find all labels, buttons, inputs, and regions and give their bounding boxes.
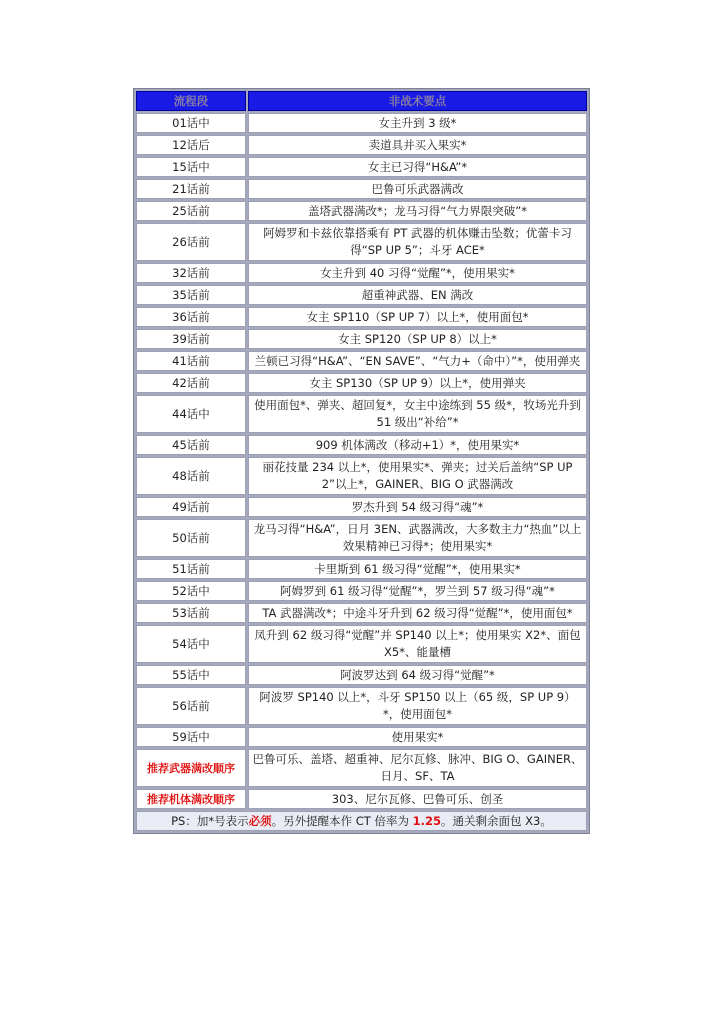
point-cell: 女主升到 3 级*: [248, 113, 587, 133]
point-cell: 卡里斯到 61 级习得“觉醒”*，使用果实*: [248, 559, 587, 579]
table-row: [136, 373, 587, 393]
table-row: [136, 351, 587, 371]
stage-cell: 54话中: [136, 625, 246, 663]
table-row: [136, 395, 587, 433]
stage-cell: 45话前: [136, 435, 246, 455]
point-cell: TA 武器满改*；中途斗牙升到 62 级习得“觉醒”*，使用面包*: [248, 603, 587, 623]
point-cell: 阿姆罗和卡兹依靠搭乘有 PT 武器的机体赚击坠数；优蕾卡习得“SP UP 5”；斗牙 ACE*: [248, 223, 587, 261]
point-cell: 女主已习得“H&A”*: [248, 157, 587, 177]
ps-part: 必须: [248, 813, 272, 828]
point-cell: 女主升到 40 习得“觉醒”*，使用果实*: [248, 263, 587, 283]
table-row: [136, 135, 587, 155]
stage-cell: 15话中: [136, 157, 246, 177]
table-row: [136, 263, 587, 283]
stage-cell: 51话前: [136, 559, 246, 579]
stage-cell: 01话中: [136, 113, 246, 133]
ps-part: 。另外提醒本作 CT 倍率为: [271, 813, 413, 828]
table-row: [136, 559, 587, 579]
table-row: [136, 665, 587, 685]
point-cell: 女主 SP130（SP UP 9）以上*，使用弹夹: [248, 373, 587, 393]
ps-part: 1.25: [412, 813, 442, 828]
table-row: [136, 307, 587, 327]
recommend-text: 巴鲁可乐、盖塔、超重神、尼尔瓦修、脉冲、BIG O、GAINER、日月、SF、TA: [248, 749, 587, 787]
ps-note: [136, 811, 587, 831]
point-cell: 女主 SP120（SP UP 8）以上*: [248, 329, 587, 349]
strategy-table-container: [133, 88, 590, 834]
point-cell: 卖道具并买入果实*: [248, 135, 587, 155]
recommend-label: 推荐武器满改顺序: [136, 749, 246, 787]
table-row: [136, 519, 587, 557]
stage-cell: 39话前: [136, 329, 246, 349]
stage-cell: 55话中: [136, 665, 246, 685]
stage-cell: 32话前: [136, 263, 246, 283]
header-points: 非战术要点: [248, 91, 587, 111]
ps-part: PS：加*号表示: [171, 813, 249, 828]
point-cell: 阿波罗 SP140 以上*，斗牙 SP150 以上（65 级，SP UP 9）*，使用面包*: [248, 687, 587, 725]
stage-cell: 25话前: [136, 201, 246, 221]
table-row: [136, 497, 587, 517]
strategy-table: [133, 88, 590, 834]
point-cell: 巴鲁可乐武器满改: [248, 179, 587, 199]
stage-cell: 36话前: [136, 307, 246, 327]
table-row: [136, 625, 587, 663]
recommend-row: [136, 789, 587, 809]
point-cell: 超重神武器、EN 满改: [248, 285, 587, 305]
point-cell: 龙马习得“H&A”，日月 3EN、武器满改，大多数主力“热血”以上效果精神已习得*；使用果实*: [248, 519, 587, 557]
stage-cell: 49话前: [136, 497, 246, 517]
stage-cell: 48话前: [136, 457, 246, 495]
table-row: [136, 285, 587, 305]
table-row: [136, 223, 587, 261]
table-row: [136, 329, 587, 349]
stage-cell: 50话前: [136, 519, 246, 557]
table-row: [136, 179, 587, 199]
stage-cell: 56话前: [136, 687, 246, 725]
point-cell: 909 机体满改（移动+1）*，使用果实*: [248, 435, 587, 455]
table-row: [136, 113, 587, 133]
point-cell: 使用面包*、弹夹、超回复*，女主中途练到 55 级*，牧场光升到 51 级出“补给”*: [248, 395, 587, 433]
stage-cell: 41话前: [136, 351, 246, 371]
table-row: [136, 457, 587, 495]
ps-row: [136, 811, 587, 831]
stage-cell: 35话前: [136, 285, 246, 305]
stage-cell: 26话前: [136, 223, 246, 261]
point-cell: 丽花技量 234 以上*，使用果实*、弹夹；过关后盖纳“SP UP 2”以上*，GAINER、BIG O 武器满改: [248, 457, 587, 495]
point-cell: 盖塔武器满改*；龙马习得“气力界限突破”*: [248, 201, 587, 221]
table-row: [136, 581, 587, 601]
ps-part: 。通关剩余面包 X3。: [441, 813, 552, 828]
table-row: [136, 603, 587, 623]
point-cell: 使用果实*: [248, 727, 587, 747]
point-cell: 罗杰升到 54 级习得“魂”*: [248, 497, 587, 517]
table-header-row: [136, 91, 587, 111]
point-cell: 凤升到 62 级习得“觉醒”并 SP140 以上*；使用果实 X2*、面包 X5*、能量槽: [248, 625, 587, 663]
table-row: [136, 727, 587, 747]
point-cell: 阿波罗达到 64 级习得“觉醒”*: [248, 665, 587, 685]
point-cell: 兰顿已习得“H&A”、“EN SAVE”、“气力+（命中）”*，使用弹夹: [248, 351, 587, 371]
stage-cell: 59话中: [136, 727, 246, 747]
table-row: [136, 435, 587, 455]
stage-cell: 53话前: [136, 603, 246, 623]
stage-cell: 21话前: [136, 179, 246, 199]
table-row: [136, 201, 587, 221]
stage-cell: 12话后: [136, 135, 246, 155]
recommend-label: 推荐机体满改顺序: [136, 789, 246, 809]
stage-cell: 42话前: [136, 373, 246, 393]
stage-cell: 44话中: [136, 395, 246, 433]
table-row: [136, 687, 587, 725]
table-row: [136, 157, 587, 177]
stage-cell: 52话中: [136, 581, 246, 601]
recommend-row: [136, 749, 587, 787]
point-cell: 阿姆罗到 61 级习得“觉醒”*，罗兰到 57 级习得“魂”*: [248, 581, 587, 601]
header-stage: 流程段: [136, 91, 246, 111]
point-cell: 女主 SP110（SP UP 7）以上*，使用面包*: [248, 307, 587, 327]
recommend-text: 303、尼尔瓦修、巴鲁可乐、创圣: [248, 789, 587, 809]
